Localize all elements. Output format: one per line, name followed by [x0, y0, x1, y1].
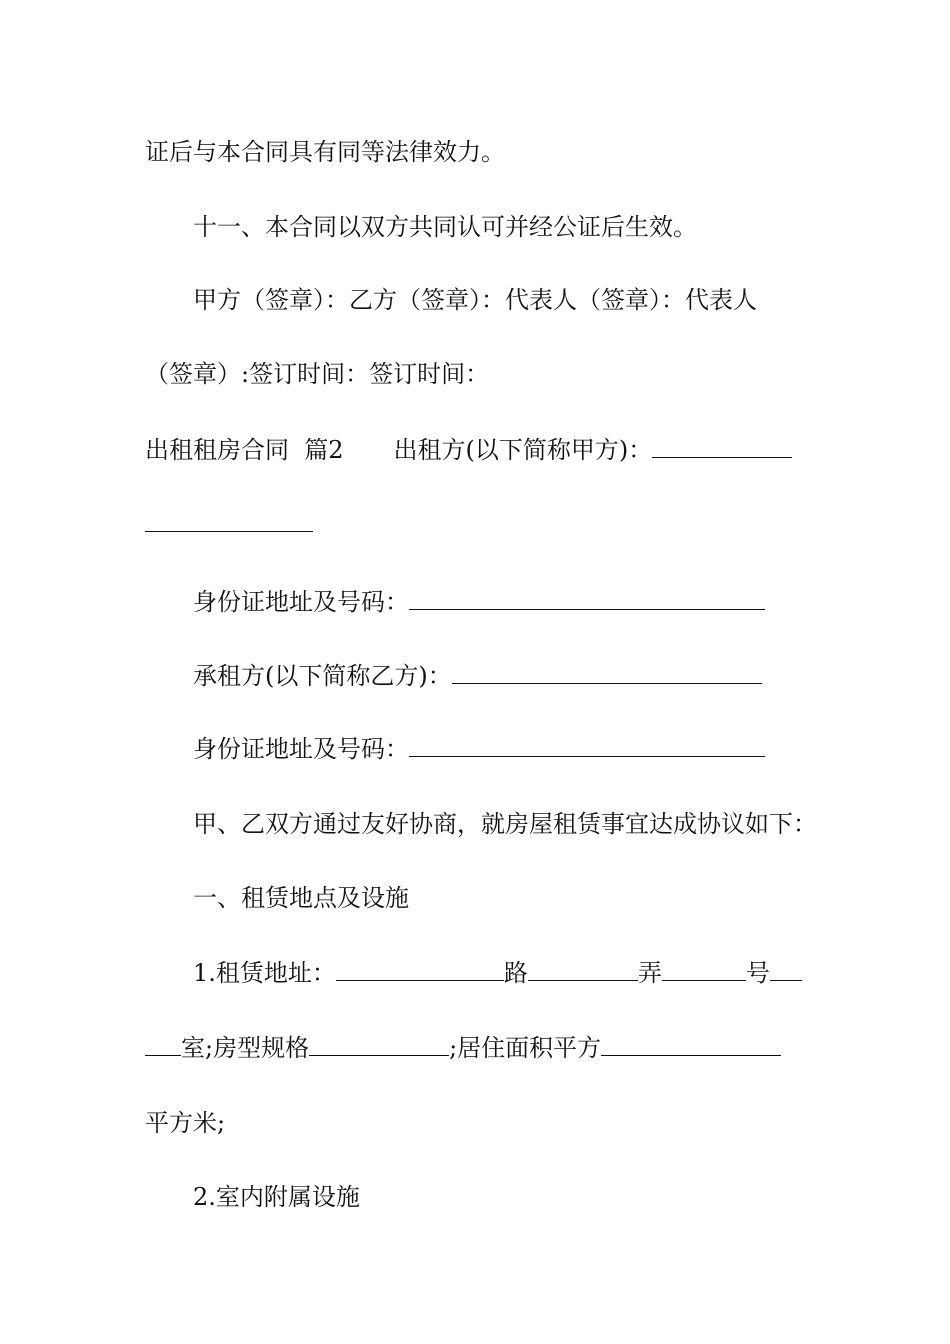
text: 身份证地址及号码：: [193, 588, 409, 616]
text: （签章）:签订时间：签订时间：: [145, 360, 490, 388]
paragraph-line: [193, 957, 858, 989]
paragraph-line: [145, 1032, 810, 1064]
fill-blank: [652, 435, 792, 458]
paragraph-line: [193, 882, 858, 914]
text: ;居住面积平方: [449, 1034, 602, 1062]
paragraph-line: [145, 136, 810, 168]
fill-blank: [145, 1033, 181, 1056]
paragraph-line: [193, 211, 858, 243]
text: 承租方(以下简称乙方)：: [193, 662, 452, 690]
paragraph-line: [193, 808, 858, 840]
text: 身份证地址及号码：: [193, 735, 409, 763]
paragraph-line: [193, 733, 858, 765]
fill-blank: [409, 734, 765, 757]
fill-blank: [145, 509, 313, 532]
fill-blank: [452, 661, 762, 684]
text: 室;房型规格: [181, 1034, 310, 1062]
paragraph-line: [145, 508, 810, 540]
paragraph-line: [193, 284, 858, 316]
heading-line: [145, 434, 810, 466]
text: 路: [503, 959, 528, 987]
text: 十一、本合同以双方共同认可并经公证后生效。: [193, 213, 697, 241]
paragraph-line: [193, 660, 858, 692]
text: 甲方（签章）：乙方（签章）：代表人（签章）：代表人: [193, 286, 757, 314]
fill-blank: [409, 587, 765, 610]
paragraph-line: [145, 358, 810, 390]
fill-blank: [770, 958, 802, 981]
text: 号: [745, 959, 770, 987]
text: 弄: [637, 959, 662, 987]
fill-blank: [528, 958, 638, 981]
text: 1.租赁地址：: [193, 959, 336, 987]
text: 一、租赁地点及设施: [193, 884, 409, 912]
paragraph-line: [145, 1107, 810, 1139]
text: 2.室内附属设施: [193, 1183, 360, 1211]
fill-blank: [309, 1033, 449, 1056]
text: 平方米;: [145, 1109, 226, 1137]
paragraph-line: [193, 586, 858, 618]
fill-blank: [662, 958, 746, 981]
lessor-label: 出租方(以下简称甲方)：: [393, 436, 653, 464]
text: 证后与本合同具有同等法律效力。: [145, 138, 505, 166]
text: 甲、乙双方通过友好协商，就房屋租赁事宜达成协议如下：: [193, 810, 817, 838]
fill-blank: [336, 958, 504, 981]
section-title: 出租租房合同 篇2: [145, 436, 344, 464]
paragraph-line: [193, 1181, 858, 1213]
fill-blank: [601, 1033, 781, 1056]
